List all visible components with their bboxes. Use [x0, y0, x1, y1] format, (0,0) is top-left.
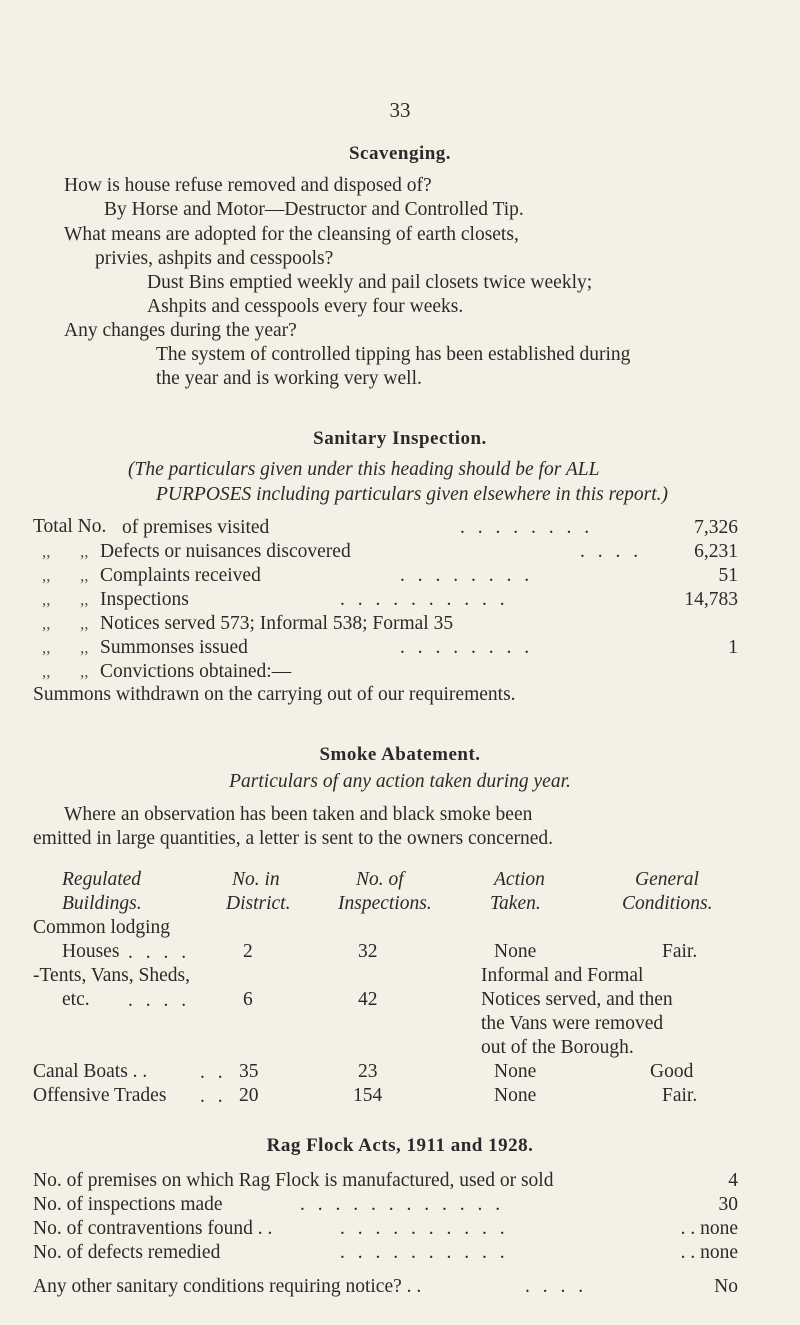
header-no-of: No. of: [356, 869, 404, 890]
dot-leader: . . . .: [580, 541, 643, 562]
header-inspections: Inspections.: [338, 893, 432, 914]
sanitary-row-value: 1: [728, 637, 738, 658]
row-action-cont: out of the Borough.: [481, 1037, 634, 1058]
row-conditions: Fair.: [662, 1085, 698, 1106]
final-answer: No: [714, 1276, 738, 1297]
ditto-mark: ,,: [80, 662, 89, 681]
scavenging-answer-3: The system of controlled tipping has been established during: [156, 344, 631, 365]
scavenging-question-3: Any changes during the year?: [64, 320, 297, 341]
row-inspections: 32: [358, 941, 378, 962]
ragflock-row-label: No. of contraventions found . .: [33, 1218, 273, 1239]
row-inspections: 23: [358, 1061, 378, 1082]
total-no-prefix: Total No.: [33, 516, 107, 537]
smoke-subheading: Particulars of any action taken during year.: [229, 771, 571, 792]
row-district: 35: [239, 1061, 259, 1082]
sanitary-row-label: Complaints received: [100, 565, 261, 586]
row-district: 2: [243, 941, 253, 962]
ditto-mark: ,,: [42, 614, 51, 633]
sanitary-row-label: Inspections: [100, 589, 189, 610]
dot-leader: . . . .: [128, 990, 191, 1011]
scavenging-question-2-cont: privies, ashpits and cesspools?: [95, 248, 334, 269]
sanitary-row-label: of premises visited: [122, 517, 270, 538]
sanitary-row-value: 6,231: [694, 541, 738, 562]
row-action-cont: the Vans were removed: [481, 1013, 664, 1034]
scavenging-answer-2-cont: Ashpits and cesspools every four weeks.: [147, 296, 464, 317]
row-action: None: [494, 1085, 537, 1106]
sanitary-note-cont: PURPOSES including particulars given elsewhere in this report.): [156, 484, 668, 505]
scavenging-answer-2: Dust Bins emptied weekly and pail closets twice weekly;: [147, 272, 593, 293]
dot-leader: . .: [200, 1086, 227, 1107]
row-inspections: 154: [353, 1085, 383, 1106]
dot-leader: . . . . . . . . . .: [340, 589, 509, 610]
ditto-mark: ,,: [42, 566, 51, 585]
row-label: Canal Boats . .: [33, 1061, 148, 1082]
ditto-mark: ,,: [80, 590, 89, 609]
ditto-mark: ,,: [80, 566, 89, 585]
ditto-mark: ,,: [42, 542, 51, 561]
sanitary-row-label: Summonses issued: [100, 637, 248, 658]
row-label-cont: Houses: [62, 941, 120, 962]
sanitary-row-label: Defects or nuisances discovered: [100, 541, 351, 562]
ditto-mark: ,,: [42, 662, 51, 681]
scavenging-answer-3-cont: the year and is working very well.: [156, 368, 422, 389]
dot-leader: . . . . . . . . . .: [340, 1242, 509, 1263]
dot-leader: . . . .: [525, 1276, 588, 1297]
ditto-mark: ,,: [80, 614, 89, 633]
ditto-mark: ,,: [42, 590, 51, 609]
dot-leader: . . . . . . . .: [460, 517, 594, 538]
smoke-paragraph: Where an observation has been taken and black smoke been: [64, 804, 533, 825]
row-inspections: 42: [358, 989, 378, 1010]
header-taken: Taken.: [490, 893, 541, 914]
ragflock-row-label: No. of inspections made: [33, 1194, 223, 1215]
header-no-in: No. in: [232, 869, 280, 890]
ditto-mark: ,,: [42, 638, 51, 657]
ragflock-row-label: No. of premises on which Rag Flock is manufactured, used or sold: [33, 1170, 554, 1191]
page-number: 33: [389, 98, 411, 122]
row-action: Informal and Formal: [481, 965, 644, 986]
scavenging-heading: Scavenging.: [348, 143, 452, 164]
header-district: District.: [226, 893, 291, 914]
header-action: Action: [494, 869, 545, 890]
header-conditions: Conditions.: [622, 893, 713, 914]
final-question: Any other sanitary conditions requiring notice? . .: [33, 1276, 422, 1297]
header-regulated: Regulated: [62, 869, 142, 890]
row-label: Common lodging: [33, 917, 171, 938]
ragflock-row-value: 30: [718, 1194, 738, 1215]
ragflock-heading: Rag Flock Acts, 1911 and 1928.: [266, 1135, 534, 1156]
row-label: -Tents, Vans, Sheds,: [33, 965, 190, 986]
smoke-heading: Smoke Abatement.: [319, 744, 481, 765]
ragflock-row-value: . . none: [680, 1218, 738, 1239]
sanitary-note: (The particulars given under this heading should be for ALL: [128, 459, 600, 480]
ditto-mark: ,,: [80, 638, 89, 657]
scavenging-answer-1: By Horse and Motor—Destructor and Controlled Tip.: [104, 199, 524, 220]
dot-leader: . . . . . . . . . . . .: [300, 1194, 505, 1215]
scavenging-question-1: How is house refuse removed and disposed of?: [64, 175, 432, 196]
sanitary-row-label: Convictions obtained:—: [100, 661, 292, 682]
header-general: General: [635, 869, 699, 890]
scavenging-question-2: What means are adopted for the cleansing of earth closets,: [64, 224, 519, 245]
sanitary-heading: Sanitary Inspection.: [313, 428, 487, 449]
row-action-cont: Notices served, and then: [481, 989, 673, 1010]
row-conditions: Good: [650, 1061, 694, 1082]
row-label: Offensive Trades: [33, 1085, 167, 1106]
ragflock-row-label: No. of defects remedied: [33, 1242, 221, 1263]
smoke-paragraph-cont: emitted in large quantities, a letter is sent to the owners concerned.: [33, 828, 554, 849]
row-action: None: [494, 941, 537, 962]
sanitary-row-value: 7,326: [694, 517, 738, 538]
row-district: 20: [239, 1085, 259, 1106]
dot-leader: . .: [200, 1062, 227, 1083]
sanitary-footer: Summons withdrawn on the carrying out of our requirements.: [33, 684, 516, 705]
header-buildings: Buildings.: [62, 893, 142, 914]
row-conditions: Fair.: [662, 941, 698, 962]
ragflock-row-value: 4: [728, 1170, 738, 1191]
ditto-mark: ,,: [80, 542, 89, 561]
sanitary-row-label: Notices served 573; Informal 538; Formal 35: [100, 613, 454, 634]
sanitary-row-value: 51: [718, 565, 738, 586]
row-district: 6: [243, 989, 253, 1010]
ragflock-row-value: . . none: [680, 1242, 738, 1263]
dot-leader: . . . . . . . . . .: [340, 1218, 509, 1239]
row-label-cont: etc.: [62, 989, 90, 1010]
dot-leader: . . . . . . . .: [400, 637, 534, 658]
dot-leader: . . . . . . . .: [400, 565, 534, 586]
row-action: None: [494, 1061, 537, 1082]
dot-leader: . . . .: [128, 942, 191, 963]
sanitary-row-value: 14,783: [684, 589, 738, 610]
